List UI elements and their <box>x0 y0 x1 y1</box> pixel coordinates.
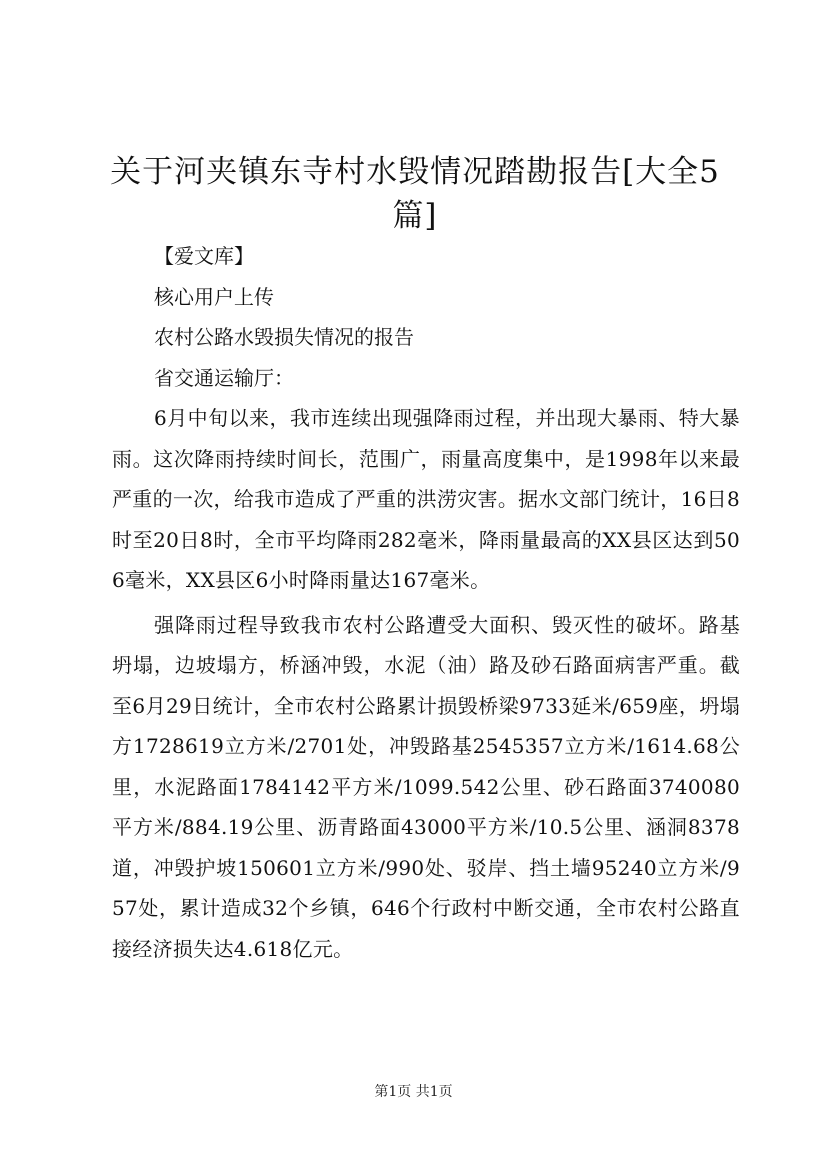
source-tag: 【爱文库】 <box>154 244 254 268</box>
document-title: 关于河夹镇东寺村水毁情况踏勘报告[大全5篇] <box>110 154 720 234</box>
report-title: 农村公路水毁损失情况的报告 <box>154 325 414 349</box>
body-paragraph: 6月中旬以来，我市连续出现强降雨过程，并出现大暴雨、特大暴雨。这次降雨持续时间长，范围广，雨量高度集中，是1998年以来最严重的一次，给我市造成了严重的洪涝灾害。据水文部门统计，16日8时至20日8时，全市平均降雨282毫米，降雨量最高的XX县区达到506毫米，XX县区6小时降雨量达167毫米。 <box>112 406 740 592</box>
page-footer: 第1页 共1页 <box>374 1084 453 1100</box>
body-paragraph: 强降雨过程导致我市农村公路遭受大面积、毁灭性的破坏。路基坍塌，边坡塌方，桥涵冲毁，水泥（油）路及砂石路面病害严重。截至6月29日统计，全市农村公路累计损毁桥梁9733延米/659座，坍塌方1728619立方米/2701处，冲毁路基2545357立方米/1614.68公里，水泥路面1784142平方米/1099.542公里、砂石路面3740080平方米/884.19公里、沥青路面43000平方米/10.5公里、涵洞8378道，冲毁护坡150601立方米/990处、驳岸、挡土墙95240立方米/957处，累计造成32个乡镇，646个行政村中断交通，全市农村公路直接经济损失达4.618亿元。 <box>112 612 740 961</box>
document-body <box>112 236 740 969</box>
recipient-line: 省交通运输厅： <box>154 365 294 390</box>
uploader-note: 核心用户上传 <box>154 284 274 309</box>
